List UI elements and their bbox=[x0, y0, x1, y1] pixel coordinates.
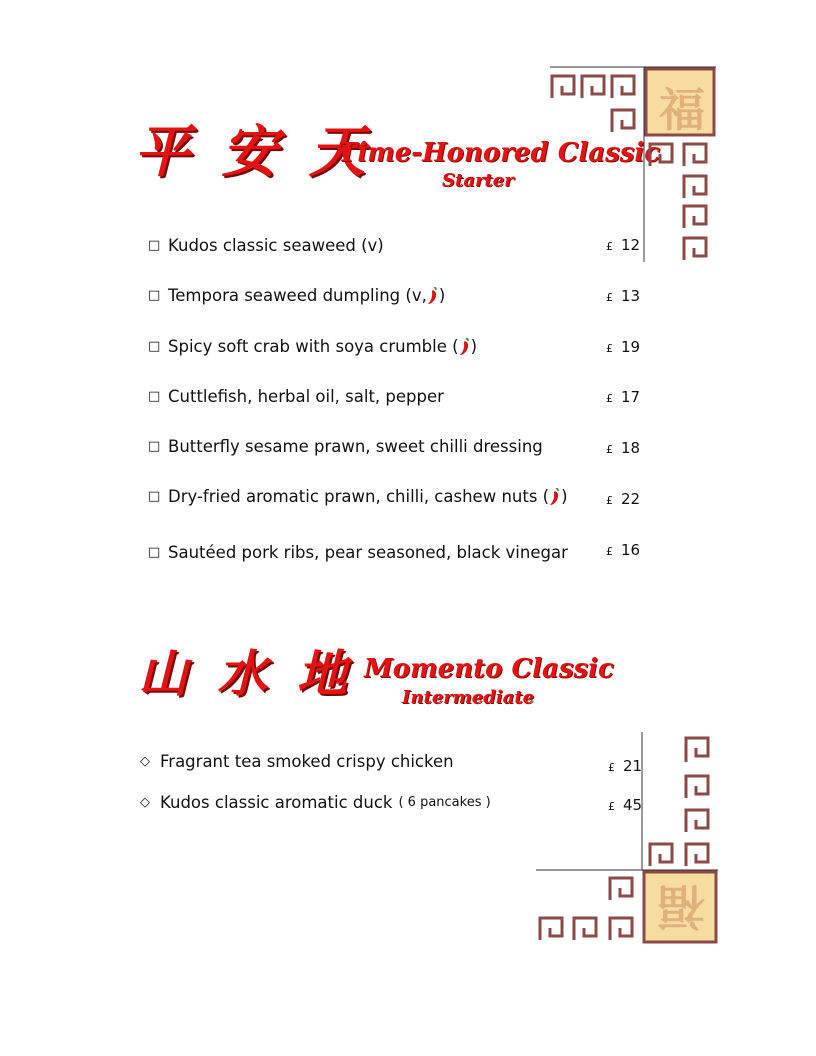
price-value: 19 bbox=[621, 338, 641, 356]
currency-symbol: £ bbox=[608, 800, 615, 813]
checkbox-bullet: □ bbox=[148, 489, 161, 504]
price-value: 45 bbox=[623, 796, 643, 814]
currency-symbol: £ bbox=[606, 494, 613, 507]
price-value: 13 bbox=[621, 287, 641, 305]
section1-title: Time-Honored Classic bbox=[338, 138, 661, 168]
checkbox-bullet: □ bbox=[148, 238, 161, 253]
price-value: 21 bbox=[623, 757, 643, 775]
item-price bbox=[608, 796, 642, 814]
item-name: Tempora seaweed dumpling (v, bbox=[168, 286, 427, 305]
section1-cjk-title: 平 安 天 bbox=[134, 119, 371, 185]
price-value: 12 bbox=[621, 236, 641, 254]
currency-symbol: £ bbox=[606, 342, 613, 355]
item-price bbox=[606, 388, 640, 406]
diamond-bullet: ◇ bbox=[140, 795, 150, 810]
section2-cjk-title: 山 水 地 bbox=[138, 644, 353, 703]
price-value: 17 bbox=[621, 388, 641, 406]
currency-symbol: £ bbox=[608, 761, 615, 774]
price-value: 22 bbox=[621, 490, 641, 508]
menu-item bbox=[140, 752, 454, 771]
item-name: Butterfly sesame prawn, sweet chilli dressing bbox=[168, 437, 543, 456]
currency-symbol: £ bbox=[606, 240, 613, 253]
item-name: Kudos classic seaweed (v) bbox=[168, 236, 384, 255]
price-value: 16 bbox=[621, 541, 641, 559]
item-price bbox=[608, 757, 642, 775]
currency-symbol: £ bbox=[606, 291, 613, 304]
fret-key bbox=[552, 76, 574, 98]
currency-symbol: £ bbox=[606, 545, 613, 558]
currency-symbol: £ bbox=[606, 443, 613, 456]
item-suffix: ) bbox=[470, 337, 478, 356]
menu-item bbox=[148, 543, 568, 562]
checkbox-bullet: □ bbox=[148, 389, 161, 404]
section2-subtitle: Intermediate bbox=[402, 687, 535, 708]
item-price bbox=[606, 439, 640, 457]
item-price bbox=[606, 287, 640, 305]
menu-item bbox=[148, 286, 445, 305]
chili-icon bbox=[459, 338, 471, 356]
menu-item bbox=[148, 387, 444, 406]
menu-item bbox=[148, 437, 543, 456]
currency-symbol: £ bbox=[606, 392, 613, 405]
menu-item bbox=[148, 236, 384, 255]
item-price bbox=[606, 236, 640, 254]
diamond-bullet: ◇ bbox=[140, 754, 150, 769]
chili-icon bbox=[549, 488, 561, 506]
checkbox-bullet: □ bbox=[148, 339, 161, 354]
checkbox-bullet: □ bbox=[148, 288, 161, 303]
item-name: Dry-fried aromatic prawn, chilli, cashew nuts ( bbox=[168, 487, 550, 506]
item-suffix: ) bbox=[438, 286, 446, 305]
menu-item bbox=[148, 337, 477, 356]
item-name: Sautéed pork ribs, pear seasoned, black vinegar bbox=[168, 543, 568, 562]
menu-item bbox=[140, 793, 491, 812]
item-price bbox=[606, 490, 640, 508]
menu-item bbox=[148, 487, 568, 506]
section2-title: Momento Classic bbox=[364, 654, 614, 684]
item-suffix: ) bbox=[561, 487, 568, 506]
price-value: 18 bbox=[621, 439, 641, 457]
chili-icon bbox=[427, 287, 439, 305]
section1-subtitle: Starter bbox=[442, 170, 514, 191]
checkbox-bullet: □ bbox=[148, 439, 161, 454]
item-price bbox=[606, 541, 640, 559]
item-note: ( 6 pancakes ) bbox=[398, 795, 491, 810]
item-name: Kudos classic aromatic duck bbox=[160, 793, 393, 812]
item-price bbox=[606, 338, 640, 356]
item-name: Fragrant tea smoked crispy chicken bbox=[160, 752, 454, 771]
fu-character-bottom: 福 bbox=[657, 878, 706, 934]
item-name: Spicy soft crab with soya crumble ( bbox=[168, 337, 459, 356]
fu-character: 福 bbox=[659, 83, 705, 137]
checkbox-bullet: □ bbox=[148, 545, 161, 560]
item-name: Cuttlefish, herbal oil, salt, pepper bbox=[168, 387, 444, 406]
